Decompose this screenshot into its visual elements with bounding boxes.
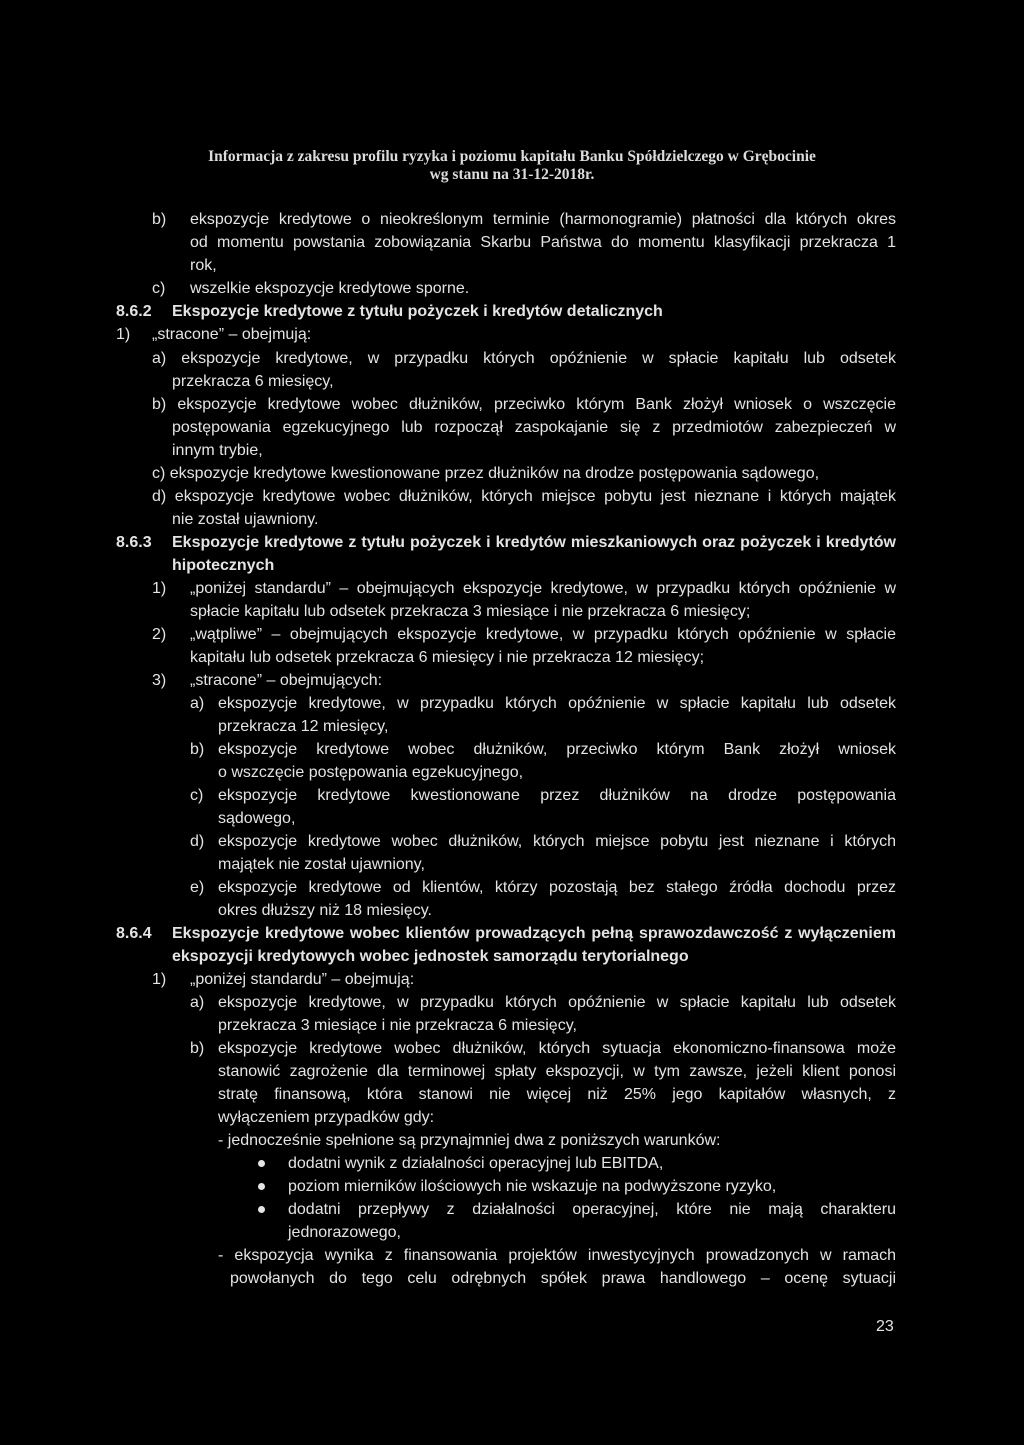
list-item-text: spłacie kapitału lub odsetek przekracza 3 miesiące i nie przekracza 6 miesięcy; (190, 603, 751, 620)
list-marker: 3) (152, 672, 167, 689)
list-item-text: dodatni wynik z działalności operacyjnej lub EBITDA, (288, 1155, 664, 1172)
list-item-text: dodatni przepływy z działalności operacyjnej, które nie mają charakteru (288, 1201, 896, 1218)
page-number: 23 (876, 1318, 894, 1335)
list-item-text: poziom mierników ilościowych nie wskazuje na podwyższone ryzyko, (288, 1178, 777, 1195)
list-item-text: ekspozycje kredytowe wobec dłużników, których sytuacja ekonomiczno-finansowa może (218, 1040, 896, 1057)
header-title: Informacja z zakresu profilu ryzyka i poziomu kapitału Banku Spółdzielczego w Grębocinie (208, 148, 816, 165)
list-marker: c) (190, 787, 204, 804)
list-item-text: powołanych do tego celu odrębnych spółek prawa handlowego – ocenę sytuacji (230, 1270, 896, 1287)
list-item-text: „stracone” – obejmują: (152, 326, 312, 343)
list-item-text: sądowego, (218, 810, 296, 827)
bullet-icon (258, 1206, 265, 1213)
document-header (0, 148, 1024, 184)
list-item-text: „poniżej standardu” – obejmujących ekspozycje kredytowe, w przypadku których opóźnienie w (190, 580, 896, 597)
list-item-text: - ekspozycja wynika z finansowania projektów inwestycyjnych prowadzonych w ramach (218, 1247, 896, 1264)
section-title: ekspozycji kredytowych wobec jednostek samorządu terytorialnego (172, 948, 689, 965)
list-item-text: majątek nie został ujawniony, (218, 856, 425, 873)
list-item-text: nie został ujawniony. (172, 511, 319, 528)
list-item-text: c) ekspozycje kredytowe kwestionowane przez dłużników na drodze postępowania sądowego, (152, 465, 820, 482)
list-item-text: kapitału lub odsetek przekracza 6 miesięcy i nie przekracza 12 miesięcy; (190, 649, 705, 666)
list-item-text: - jednocześnie spełnione są przynajmniej dwa z poniższych warunków: (218, 1132, 721, 1149)
list-item-text: ekspozycje kredytowe, w przypadku których opóźnienie w spłacie kapitału lub odsetek (218, 994, 896, 1011)
list-item-text: okres dłuższy niż 18 miesięcy. (218, 902, 432, 919)
list-item-text: stanowić zagrożenie dla terminowej spłaty ekspozycji, w tym zawsze, jeżeli klient ponosi (218, 1063, 896, 1080)
list-marker: c) (152, 280, 166, 297)
list-item-text: ekspozycje kredytowe od klientów, którzy pozostają bez stałego źródła dochodu przez (218, 879, 896, 896)
list-item-text: a) ekspozycje kredytowe, w przypadku których opóźnienie w spłacie kapitału lub odsetek (152, 350, 896, 367)
list-marker: b) (152, 211, 167, 228)
list-item-text: ekspozycje kredytowe wobec dłużników, których miejsce pobytu jest nieznane i których (218, 833, 896, 850)
list-item-text: stratę finansową, która stanowi nie więcej niż 25% jego kapitałów własnych, z (218, 1086, 896, 1103)
list-item-text: przekracza 6 miesięcy, (172, 373, 334, 390)
list-item-text: d) ekspozycje kredytowe wobec dłużników, których miejsce pobytu jest nieznane i których majątek (152, 488, 896, 505)
list-marker: 1) (116, 326, 131, 343)
list-marker: b) (190, 1040, 205, 1057)
list-item-text: ekspozycje kredytowe, w przypadku których opóźnienie w spłacie kapitału lub odsetek (218, 695, 896, 712)
list-item-text: rok, (190, 257, 217, 274)
list-item-text: postępowania egzekucyjnego lub rozpoczął zaspokajanie się z przedmiotów zabezpieczeń w (172, 419, 896, 436)
list-marker: b) (190, 741, 205, 758)
list-item-text: ekspozycje kredytowe wobec dłużników, przeciwko którym Bank złożył wniosek (218, 741, 896, 758)
list-item-text: b) ekspozycje kredytowe wobec dłużników, przeciwko którym Bank złożył wniosek o wszczęcie (152, 396, 896, 413)
bullet-icon (258, 1160, 265, 1167)
list-item-text: „stracone” – obejmujących: (190, 672, 383, 689)
section-number: 8.6.2 (116, 303, 152, 320)
list-item-text: przekracza 3 miesiące i nie przekracza 6 miesięcy, (218, 1017, 577, 1034)
list-marker: e) (190, 879, 205, 896)
list-item-text: wszelkie ekspozycje kredytowe sporne. (190, 280, 470, 297)
list-item-text: wyłączeniem przypadków gdy: (218, 1109, 435, 1126)
section-title: Ekspozycje kredytowe wobec klientów prowadzących pełną sprawozdawczość z wyłączeniem (172, 925, 896, 942)
list-item-text: jednorazowego, (288, 1224, 401, 1241)
section-title: Ekspozycje kredytowe z tytułu pożyczek i kredytów detalicznych (172, 303, 663, 320)
list-marker: d) (190, 833, 205, 850)
list-marker: 2) (152, 626, 167, 643)
list-marker: 1) (152, 580, 167, 597)
section-number: 8.6.3 (116, 534, 152, 551)
list-item-text: przekracza 12 miesięcy, (218, 718, 389, 735)
list-marker: a) (190, 695, 205, 712)
list-item-text: ekspozycje kredytowe o nieokreślonym terminie (harmonogramie) płatności dla których okres (190, 211, 896, 228)
section-title: hipotecznych (172, 557, 275, 574)
bullet-icon (258, 1183, 265, 1190)
section-title: Ekspozycje kredytowe z tytułu pożyczek i kredytów mieszkaniowych oraz pożyczek i kredytów (172, 534, 896, 551)
list-item-text: o wszczęcie postępowania egzekucyjnego, (218, 764, 524, 781)
list-item-text: od momentu powstania zobowiązania Skarbu Państwa do momentu klasyfikacji przekracza 1 (190, 234, 896, 251)
header-date: wg stanu na 31-12-2018r. (429, 166, 595, 183)
section-number: 8.6.4 (116, 925, 152, 942)
list-marker: 1) (152, 971, 167, 988)
list-item-text: ekspozycje kredytowe kwestionowane przez dłużników na drodze postępowania (218, 787, 896, 804)
list-marker: a) (190, 994, 205, 1011)
list-item-text: „poniżej standardu” – obejmują: (190, 971, 415, 988)
list-item-text: innym trybie, (172, 442, 263, 459)
list-item-text: „wątpliwe” – obejmujących ekspozycje kredytowe, w przypadku których opóźnienie w spłacie (190, 626, 896, 643)
